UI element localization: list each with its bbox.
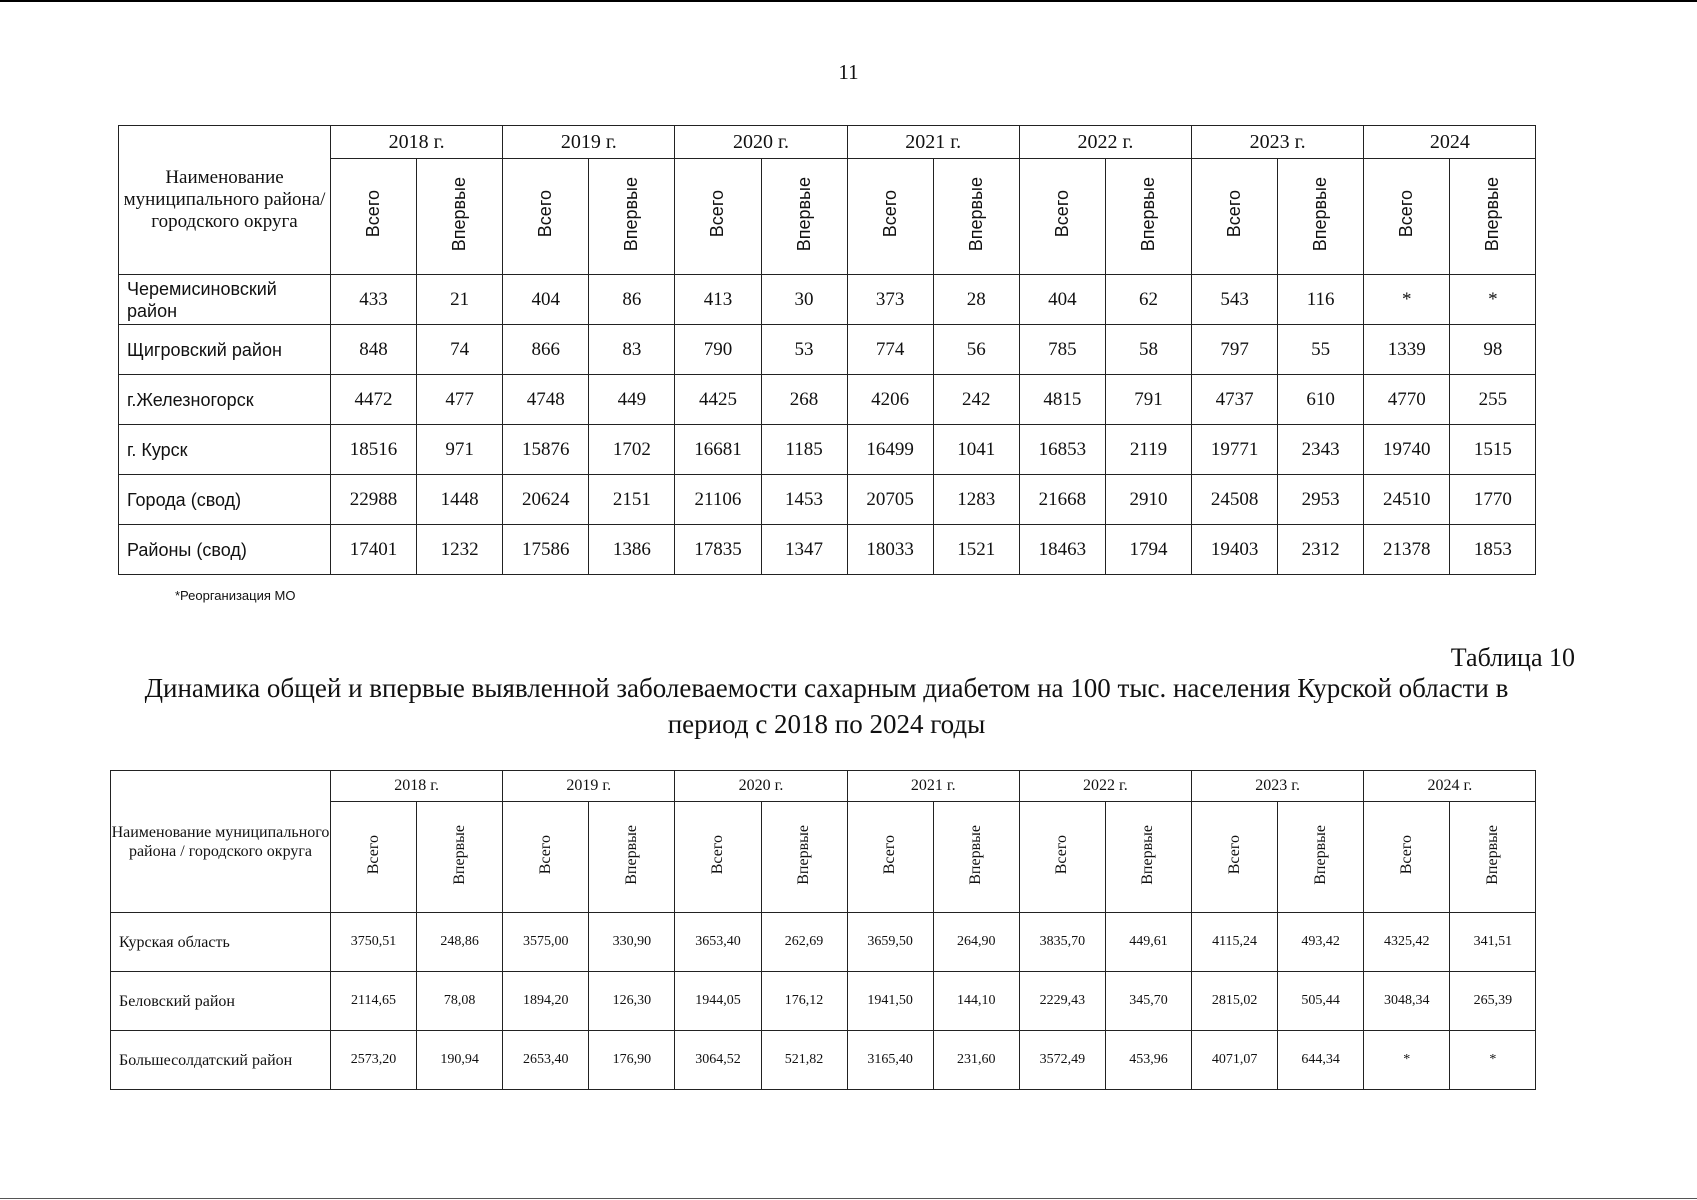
cell-new: 56 [933, 325, 1019, 375]
cell-total: 790 [675, 325, 761, 375]
cell-total: 16853 [1019, 425, 1105, 475]
subheader-total: Всего [503, 159, 589, 275]
row-name: Черемисиновский район [119, 275, 331, 325]
cell-new: 1185 [761, 425, 847, 475]
year-header: 2022 г. [1019, 771, 1191, 802]
cell-new: 2953 [1278, 475, 1364, 525]
year-header: 2020 г. [675, 771, 847, 802]
cell-total: 19740 [1364, 425, 1450, 475]
cell-new: 74 [417, 325, 503, 375]
cell-total: 866 [503, 325, 589, 375]
cell-new: 1702 [589, 425, 675, 475]
cell-new: 330,90 [589, 913, 675, 972]
table-label: Таблица 10 [1450, 643, 1575, 672]
row-name: Курская область [111, 913, 331, 972]
cell-total: 4115,24 [1192, 913, 1278, 972]
cell-total: 4071,07 [1192, 1031, 1278, 1090]
subheader-total: Всего [503, 802, 589, 913]
cell-new: 28 [933, 275, 1019, 325]
cell-new: 255 [1450, 375, 1536, 425]
year-header: 2024 г. [1364, 771, 1536, 802]
subheader-row [119, 159, 1536, 275]
cell-total: 3653,40 [675, 913, 761, 972]
cell-new: 791 [1105, 375, 1191, 425]
cell-total: 17835 [675, 525, 761, 575]
subheader-new: Впервые [1278, 802, 1364, 913]
cell-total: 3750,51 [331, 913, 417, 972]
rates-table-10 [110, 770, 1536, 1090]
cell-new: 1283 [933, 475, 1019, 525]
cell-total: 22988 [331, 475, 417, 525]
row-name: Города (свод) [119, 475, 331, 525]
row-name: Щигровский район [119, 325, 331, 375]
year-header: 2019 г. [503, 771, 675, 802]
cell-total: 20624 [503, 475, 589, 525]
cell-total: 2653,40 [503, 1031, 589, 1090]
table-row [119, 425, 1536, 475]
table-row [111, 972, 1536, 1031]
year-header-row [119, 126, 1536, 159]
subheader-total: Всего [675, 159, 761, 275]
cell-new: 2343 [1278, 425, 1364, 475]
cell-new: 55 [1278, 325, 1364, 375]
cell-total: 3572,49 [1019, 1031, 1105, 1090]
subheader-new: Впервые [589, 802, 675, 913]
subheader-new: Впервые [417, 159, 503, 275]
cell-total: 1339 [1364, 325, 1450, 375]
cell-total: 797 [1192, 325, 1278, 375]
cell-total: 18463 [1019, 525, 1105, 575]
table-body [119, 275, 1536, 575]
cell-new: 2119 [1105, 425, 1191, 475]
cell-new: 477 [417, 375, 503, 425]
cell-total: 774 [847, 325, 933, 375]
cell-new: 268 [761, 375, 847, 425]
cell-new: 78,08 [417, 972, 503, 1031]
cell-total: 413 [675, 275, 761, 325]
row-name: Беловский район [111, 972, 331, 1031]
subheader-total: Всего [675, 802, 761, 913]
cell-new: 53 [761, 325, 847, 375]
population-table-1 [118, 125, 1536, 575]
page-top-edge [0, 0, 1697, 2]
cell-total: 17401 [331, 525, 417, 575]
cell-new: 30 [761, 275, 847, 325]
cell-new: 644,34 [1278, 1031, 1364, 1090]
cell-total: 4748 [503, 375, 589, 425]
cell-new: 493,42 [1278, 913, 1364, 972]
cell-total: 2114,65 [331, 972, 417, 1031]
year-header: 2023 г. [1192, 771, 1364, 802]
cell-new: 1794 [1105, 525, 1191, 575]
cell-new: 1041 [933, 425, 1019, 475]
cell-new: 449 [589, 375, 675, 425]
subheader-new: Впервые [1450, 802, 1536, 913]
cell-new: * [1450, 275, 1536, 325]
subheader-total: Всего [1019, 159, 1105, 275]
cell-new: 2312 [1278, 525, 1364, 575]
subheader-new: Впервые [761, 802, 847, 913]
cell-total: 2573,20 [331, 1031, 417, 1090]
cell-total: 3165,40 [847, 1031, 933, 1090]
subheader-total: Всего [847, 159, 933, 275]
cell-new: 144,10 [933, 972, 1019, 1031]
cell-total: 4737 [1192, 375, 1278, 425]
cell-new: 176,90 [589, 1031, 675, 1090]
cell-new: 126,30 [589, 972, 675, 1031]
subheader-new: Впервые [1105, 802, 1191, 913]
year-header: 2024 [1364, 126, 1536, 159]
year-header: 2019 г. [503, 126, 675, 159]
cell-new: 1448 [417, 475, 503, 525]
subheader-total: Всего [331, 159, 417, 275]
cell-total: 20705 [847, 475, 933, 525]
cell-total: 17586 [503, 525, 589, 575]
cell-total: 785 [1019, 325, 1105, 375]
cell-new: 971 [417, 425, 503, 475]
subheader-new: Впервые [1278, 159, 1364, 275]
subheader-new: Впервые [417, 802, 503, 913]
table-caption: Динамика общей и впервые выявленной заболеваемости сахарным диабетом на 100 тыс. населения Курской области в период с 2018 по 2024 годы [144, 673, 1509, 739]
cell-new: 521,82 [761, 1031, 847, 1090]
year-header: 2022 г. [1019, 126, 1191, 159]
cell-new: 262,69 [761, 913, 847, 972]
table-row [111, 913, 1536, 972]
row-name: г. Курск [119, 425, 331, 475]
subheader-new: Впервые [761, 159, 847, 275]
cell-new: * [1450, 1031, 1536, 1090]
cell-new: 1515 [1450, 425, 1536, 475]
subheader-new: Впервые [1105, 159, 1191, 275]
subheader-total: Всего [1192, 159, 1278, 275]
column-header-name: Наименование муниципального района / городского округа [111, 771, 331, 913]
subheader-total: Всего [847, 802, 933, 913]
cell-total: 24508 [1192, 475, 1278, 525]
cell-total: 404 [1019, 275, 1105, 325]
cell-new: 264,90 [933, 913, 1019, 972]
cell-total: * [1364, 275, 1450, 325]
subheader-total: Всего [331, 802, 417, 913]
cell-total: 1944,05 [675, 972, 761, 1031]
cell-total: 1894,20 [503, 972, 589, 1031]
cell-total: 3064,52 [675, 1031, 761, 1090]
cell-new: 2151 [589, 475, 675, 525]
cell-total: 21378 [1364, 525, 1450, 575]
cell-new: 116 [1278, 275, 1364, 325]
cell-total: 373 [847, 275, 933, 325]
cell-total: * [1364, 1031, 1450, 1090]
cell-total: 2815,02 [1192, 972, 1278, 1031]
subheader-new: Впервые [933, 159, 1019, 275]
subheader-new: Впервые [1450, 159, 1536, 275]
cell-total: 4472 [331, 375, 417, 425]
cell-new: 345,70 [1105, 972, 1191, 1031]
cell-total: 18516 [331, 425, 417, 475]
cell-total: 4770 [1364, 375, 1450, 425]
cell-new: 83 [589, 325, 675, 375]
cell-new: 449,61 [1105, 913, 1191, 972]
cell-new: 2910 [1105, 475, 1191, 525]
subheader-total: Всего [1364, 159, 1450, 275]
column-header-name: Наименование муниципального района/ городского округа [119, 126, 331, 275]
cell-new: 98 [1450, 325, 1536, 375]
cell-new: 1770 [1450, 475, 1536, 525]
cell-total: 1941,50 [847, 972, 933, 1031]
cell-total: 543 [1192, 275, 1278, 325]
row-name: г.Железногорск [119, 375, 331, 425]
year-header: 2021 г. [847, 771, 1019, 802]
cell-total: 21106 [675, 475, 761, 525]
year-header: 2018 г. [331, 771, 503, 802]
cell-new: 1521 [933, 525, 1019, 575]
cell-total: 3835,70 [1019, 913, 1105, 972]
table-row [119, 375, 1536, 425]
cell-new: 1386 [589, 525, 675, 575]
year-header: 2018 г. [331, 126, 503, 159]
year-header: 2020 г. [675, 126, 847, 159]
cell-total: 848 [331, 325, 417, 375]
page-number: 11 [838, 60, 859, 84]
cell-total: 21668 [1019, 475, 1105, 525]
cell-new: 231,60 [933, 1031, 1019, 1090]
cell-new: 265,39 [1450, 972, 1536, 1031]
cell-new: 62 [1105, 275, 1191, 325]
table-row [119, 275, 1536, 325]
cell-new: 505,44 [1278, 972, 1364, 1031]
cell-total: 3659,50 [847, 913, 933, 972]
subheader-new: Впервые [589, 159, 675, 275]
cell-new: 1853 [1450, 525, 1536, 575]
year-header: 2023 г. [1192, 126, 1364, 159]
cell-total: 4815 [1019, 375, 1105, 425]
subheader-total: Всего [1364, 802, 1450, 913]
cell-new: 190,94 [417, 1031, 503, 1090]
cell-total: 404 [503, 275, 589, 325]
row-name: Районы (свод) [119, 525, 331, 575]
page-bottom-edge [0, 1198, 1697, 1199]
cell-total: 18033 [847, 525, 933, 575]
table-row [119, 325, 1536, 375]
cell-new: 58 [1105, 325, 1191, 375]
cell-total: 4325,42 [1364, 913, 1450, 972]
subheader-total: Всего [1192, 802, 1278, 913]
cell-new: 176,12 [761, 972, 847, 1031]
cell-new: 242 [933, 375, 1019, 425]
cell-total: 24510 [1364, 475, 1450, 525]
cell-new: 86 [589, 275, 675, 325]
cell-new: 248,86 [417, 913, 503, 972]
row-name: Большесолдатский район [111, 1031, 331, 1090]
cell-total: 15876 [503, 425, 589, 475]
cell-new: 341,51 [1450, 913, 1536, 972]
cell-new: 1232 [417, 525, 503, 575]
year-header: 2021 г. [847, 126, 1019, 159]
cell-total: 4206 [847, 375, 933, 425]
year-header-row [111, 771, 1536, 802]
table-row [119, 525, 1536, 575]
cell-total: 19771 [1192, 425, 1278, 475]
cell-new: 1347 [761, 525, 847, 575]
cell-total: 16499 [847, 425, 933, 475]
subheader-new: Впервые [933, 802, 1019, 913]
cell-total: 3575,00 [503, 913, 589, 972]
footnote: *Реорганизация МО [175, 588, 296, 603]
cell-new: 21 [417, 275, 503, 325]
cell-new: 610 [1278, 375, 1364, 425]
table-body [111, 913, 1536, 1090]
table-row [111, 1031, 1536, 1090]
cell-total: 433 [331, 275, 417, 325]
cell-total: 2229,43 [1019, 972, 1105, 1031]
subheader-total: Всего [1019, 802, 1105, 913]
cell-total: 16681 [675, 425, 761, 475]
cell-total: 4425 [675, 375, 761, 425]
table-row [119, 475, 1536, 525]
cell-new: 453,96 [1105, 1031, 1191, 1090]
cell-total: 3048,34 [1364, 972, 1450, 1031]
cell-new: 1453 [761, 475, 847, 525]
cell-total: 19403 [1192, 525, 1278, 575]
